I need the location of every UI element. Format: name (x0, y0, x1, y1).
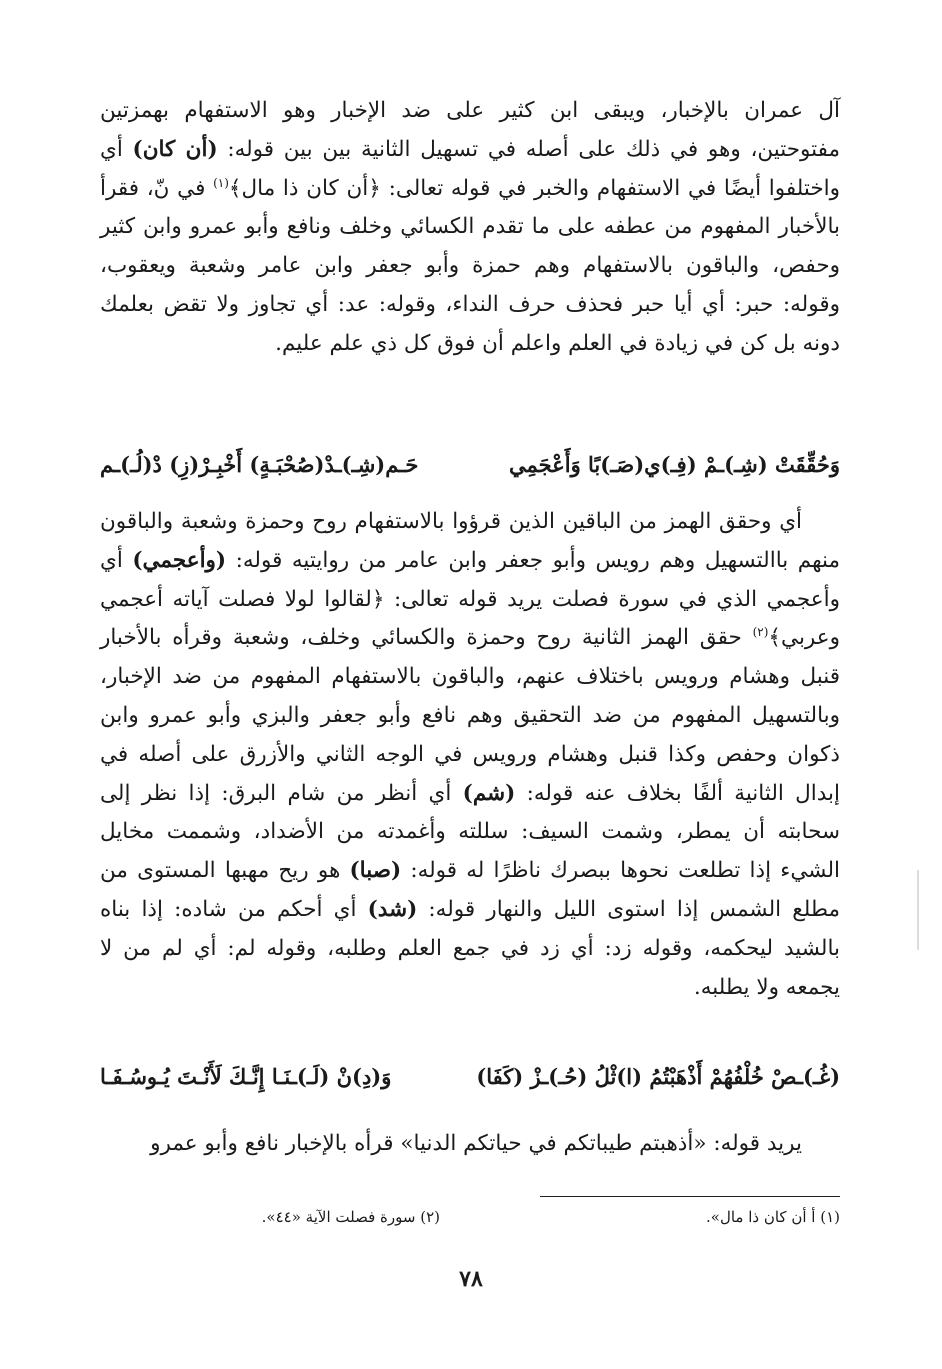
page-number: ٧٨ (459, 1266, 483, 1292)
paragraph-2-text-d: أي أنظر من شام البرق: إذا نظر إلى سحابته أن يمطر، وشمت السيف: سللته وأغمدته من الأضداد، وشممت مخايل الشيء إذا تطلعت نحوها ببصرك ناظرًا له قوله: (100, 780, 840, 884)
keyword-aajami: (وأعجمي) (132, 547, 227, 573)
verse-line-1 (100, 452, 840, 496)
verse-1-second-hemistich: حَـم(شِـ)ـدْ(صُحْبَـةٍ) أَخْبِـرْ(زِ) دْ(لُـ)ـم (100, 452, 419, 477)
paragraph-2 (100, 503, 840, 1007)
paragraph-1-text-c: في نّ، فقرأ بالأخبار المفهوم من عطفه على ما تقدم الكسائي وخلف ونافع وأبو عمرو وابن كثير وحفص، والباقون بالاستفهام وهم حمزة وأبو جعفر وابن عامر وشعبة ويعقوب، وقوله: حبر: أي أيا حبر فحذف حرف النداء، وقوله: عد: أي تجاوز ولا تقض بعلمك دونه بل كن في زيادة في العلم واعلم أن فوق كل ذي علم عليم. (100, 175, 840, 356)
paragraph-2-text-e: هو ريح مهبها المستوى من مطلع الشمس إذا استوى الليل والنهار قوله: (100, 858, 840, 922)
page-edge-mark (917, 870, 919, 950)
footnote-1: (١) أ أن كان ذا مال». (706, 1208, 840, 1226)
paragraph-2-text-b: أي وأعجمي الذي في سورة فصلت يريد قوله تعالى: ﴿لقالوا لولا فصلت آياته أعجمي وعربي﴾ (100, 547, 840, 651)
paragraph-2-text-a: أي وحقق الهمز من الباقين الذين قرؤوا بالاستفهام روح وحمزة وشعبة والباقون منهم باالتسهيل وهم رويس وأبو جعفر وابن عامر من روايتيه قوله: (100, 509, 840, 573)
verse-2-second-hemistich: وَ(دِ)نْ (لَـ)ـنَـا إِنَّـكَ لَأَنْـتَ يُـوسُـفَـا (100, 1064, 392, 1089)
footnote-divider (540, 1196, 840, 1197)
footnote-2: (٢) سورة فصلت الآية «٤٤». (261, 1208, 440, 1226)
main-text-2 (100, 503, 840, 1007)
keyword-an-kana: (أن كان) (132, 136, 218, 162)
paragraph-1-text-a: آل عمران بالإخبار، ويبقى ابن كثير على ضد الإخبار وهو الاستفهام بهمزتين مفتوحتين، وهو في ذلك على أصله في تسهيل الثانية بين بين قوله: (100, 98, 840, 162)
paragraph-2-text-c: حقق الهمز الثانية روح وحمزة والكسائي وخلف، وشعبة وقرأه بالأخبار قنبل وهشام ورويس باختلاف عنهم، والباقون بالاستفهام المفهوم من ضد الإخبار، وبالتسهيل المفهوم من ضد التحقيق وهم نافع وأبو جعفر والبزي وأبو عمرو وابن ذكوان وحفص وكذا قنبل وهشام ورويس في الوجه الثاني والأزرق على أصله في إبدال الثانية ألفًا بخلاف عنه قوله: (100, 625, 840, 806)
keyword-shum: (شم) (462, 780, 516, 806)
paragraph-2-text-f: أي أحكم من شاده: إذا بناه بالشيد ليحكمه، وقوله زد: أي زد في جمع العلم وطلبه، وقوله لم: أي لم من لا يجمعه ولا يطلبه. (100, 896, 840, 1000)
verse-line-2 (100, 1064, 840, 1108)
footnote-ref-1[interactable]: (١) (213, 175, 229, 190)
verse-2-first-hemistich: (غُـ)ـصْ خُلْفُهُمْ أَذْهَبْتُمُ (ا)ثْلُ (حُـ)ـزْ (كَفَا) (476, 1064, 840, 1089)
footnotes (100, 1208, 840, 1234)
footnote-ref-2[interactable]: (٢) (752, 625, 769, 640)
paragraph-1-text-b: أي واختلفوا أيضًا في الاستفهام والخبر في قوله تعالى: ﴿أن كان ذا مال﴾ (100, 136, 841, 201)
main-text (100, 92, 840, 364)
verse-1-first-hemistich: وَحُقِّقَتْ (شِـ)ـمْ (فِـ)ي(صَـ)بًا وَأَعْجَمِي (509, 452, 840, 477)
keyword-shid: (شد) (367, 896, 418, 922)
paragraph-1 (100, 92, 840, 364)
keyword-saba: (صبا) (349, 858, 402, 884)
paragraph-3: يريد قوله: «أذهبتم طيباتكم في حياتكم الدنيا» قرأه بالإخبار نافع وأبو عمرو (150, 1131, 802, 1156)
